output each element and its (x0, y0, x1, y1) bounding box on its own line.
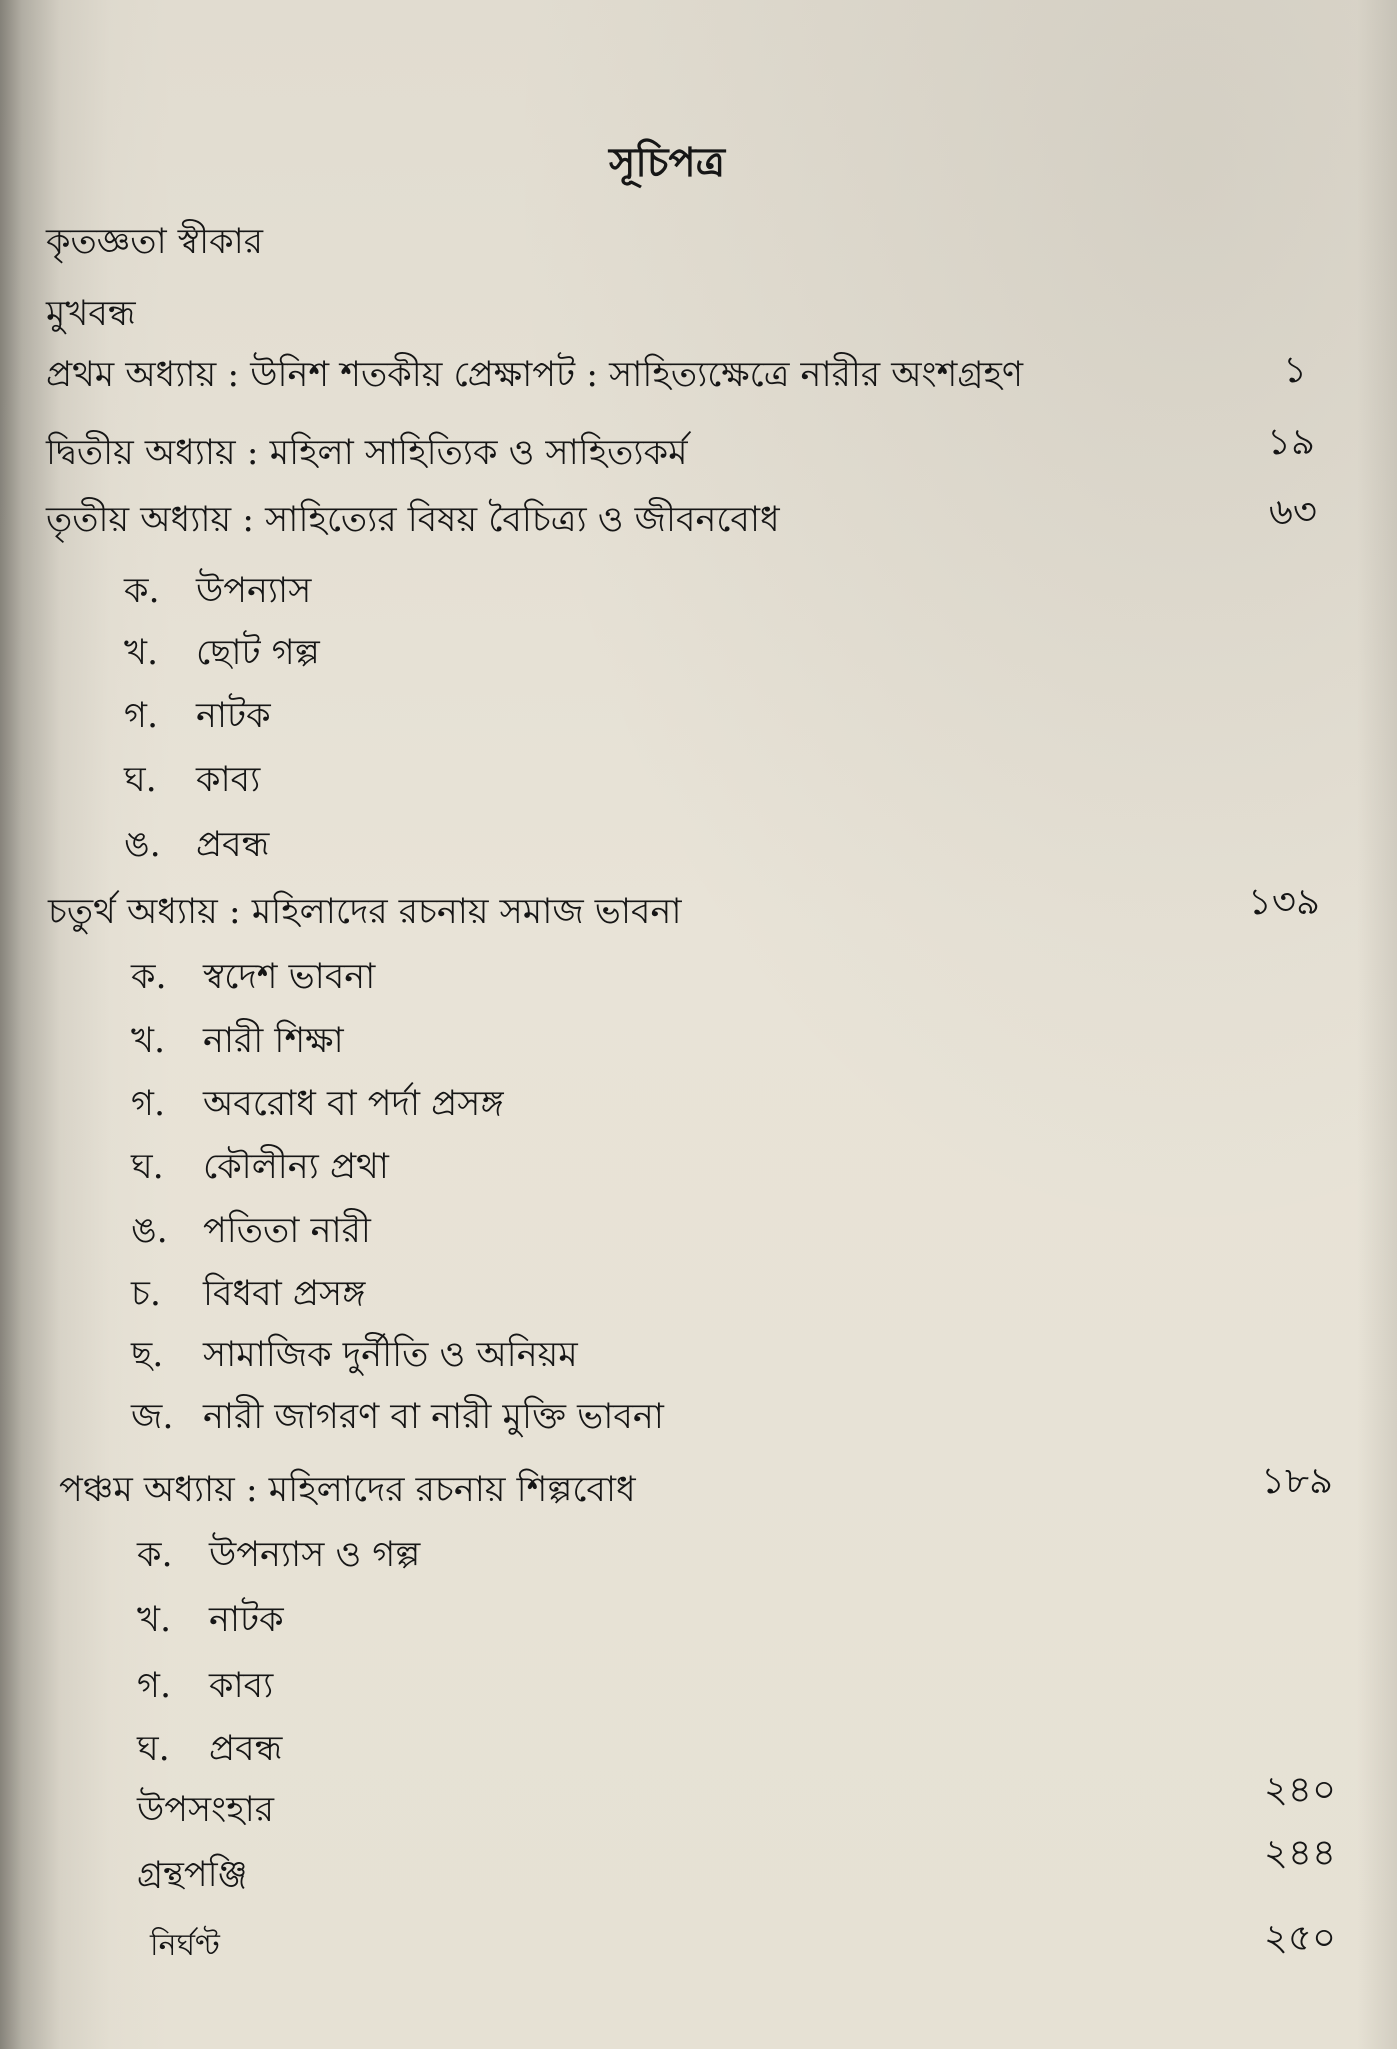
section-marker: ঙ. (124, 825, 161, 865)
section-title: কাব্য (209, 1666, 274, 1706)
section-marker: চ. (131, 1274, 162, 1314)
toc-entry-conclusion: উপসংহার (137, 1790, 274, 1830)
section-title: বিধবা প্রসঙ্গ (203, 1274, 366, 1314)
toc-section (137, 1598, 284, 1642)
section-marker: গ. (124, 696, 159, 736)
section-marker: গ. (137, 1666, 172, 1706)
toc-section (131, 1395, 664, 1439)
section-marker: ক. (124, 571, 160, 611)
toc-chapter-2: দ্বিতীয় অধ্যায় : মহিলা সাহিত্যিক ও সাহিত্যকর্ম (46, 433, 688, 473)
toc-entry-bibliography-page: ২৪৪ (1263, 1831, 1336, 1874)
toc-chapter-1: প্রথম অধ্যায় : উনিশ শতকীয় প্রেক্ষাপট : সাহিত্যক্ষেত্রে নারীর অংশগ্রহণ (46, 355, 1024, 395)
section-title: নাটক (209, 1600, 284, 1640)
section-title: অবরোধ বা পর্দা প্রসঙ্গ (203, 1084, 504, 1124)
section-marker: ঘ. (124, 760, 157, 800)
toc-chapter-4-page: ১৩৯ (1247, 880, 1320, 923)
toc-section (137, 1727, 282, 1771)
section-marker: ক. (131, 957, 167, 997)
toc-section (131, 1209, 371, 1253)
section-title: নারী জাগরণ বা নারী মুক্তি ভাবনা (203, 1397, 664, 1437)
section-marker: জ. (131, 1397, 174, 1437)
toc-entry-index-page: ২৫০ (1263, 1916, 1336, 1959)
section-marker: ঘ. (131, 1147, 164, 1187)
section-title: নাটক (196, 696, 271, 736)
toc-section (137, 1533, 420, 1577)
toc-section (124, 569, 311, 613)
toc-chapter-4: চতুর্থ অধ্যায় : মহিলাদের রচনায় সমাজ ভাবনা (48, 892, 682, 932)
toc-section (131, 1145, 389, 1189)
toc-section (124, 823, 269, 867)
section-title: সামাজিক দুর্নীতি ও অনিয়ম (203, 1335, 578, 1375)
section-marker: ঙ. (131, 1211, 168, 1251)
toc-entry-preface: মুখবন্ধ (46, 294, 136, 334)
toc-chapter-2-page: ১৯ (1266, 420, 1315, 463)
section-title: নারী শিক্ষা (203, 1021, 344, 1061)
page-title: সূচিপত্র (609, 139, 725, 186)
section-marker: খ. (124, 633, 159, 673)
toc-entry-bibliography: গ্রন্থপঞ্জি (137, 1855, 248, 1895)
section-title: কৌলীন্য প্রথা (203, 1147, 389, 1187)
section-title: ছোট গল্প (196, 633, 320, 673)
section-marker: খ. (137, 1600, 172, 1640)
toc-entry-index: নির্ঘণ্ট (150, 1928, 220, 1963)
section-title: প্রবন্ধ (209, 1729, 283, 1769)
section-title: কাব্য (196, 760, 261, 800)
toc-section (131, 1082, 504, 1126)
section-title: উপন্যাস ও গল্প (209, 1535, 421, 1575)
toc-chapter-1-page: ১ (1282, 348, 1307, 391)
section-marker: ক. (137, 1535, 173, 1575)
toc-chapter-5-page: ১৮৯ (1260, 1459, 1333, 1502)
section-marker: ঘ. (137, 1729, 170, 1769)
toc-section (137, 1664, 273, 1708)
toc-section (131, 1333, 578, 1377)
toc-chapter-3: তৃতীয় অধ্যায় : সাহিত্যের বিষয় বৈচিত্র্য ও জীবনবোধ (46, 500, 780, 540)
toc-section (124, 694, 271, 738)
section-marker: খ. (131, 1021, 166, 1061)
section-marker: ছ. (131, 1335, 164, 1375)
toc-section (131, 1019, 344, 1063)
toc-section (131, 955, 375, 999)
section-title: স্বদেশ ভাবনা (203, 957, 376, 997)
section-marker: গ. (131, 1084, 166, 1124)
section-title: প্রবন্ধ (196, 825, 270, 865)
toc-section (124, 631, 320, 675)
toc-entry-acknowledgement: কৃতজ্ঞতা স্বীকার (46, 222, 263, 262)
toc-section (124, 758, 260, 802)
section-title: পতিতা নারী (203, 1211, 371, 1251)
toc-chapter-5: পঞ্চম অধ্যায় : মহিলাদের রচনায় শিল্পবোধ (59, 1470, 636, 1510)
toc-chapter-3-page: ৬৩ (1268, 490, 1317, 533)
toc-section (131, 1272, 365, 1316)
toc-entry-conclusion-page: ২৪০ (1263, 1768, 1336, 1811)
section-title: উপন্যাস (196, 571, 312, 611)
